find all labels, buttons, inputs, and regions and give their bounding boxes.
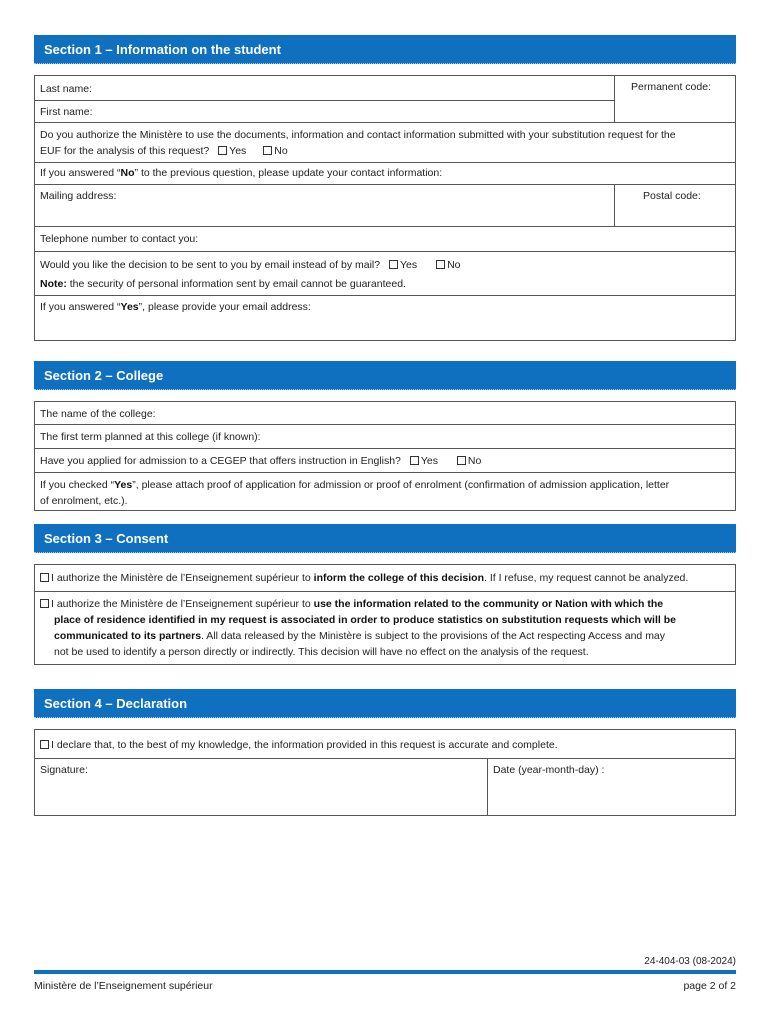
last-name-label: Last name: (40, 83, 92, 95)
cegep-no-label: No (467, 455, 482, 467)
permanent-code-label: Permanent code: (631, 81, 711, 93)
cegep-yes-checkbox[interactable] (410, 456, 419, 465)
postal-code-label: Postal code: (643, 190, 701, 202)
last-name-field[interactable] (115, 78, 605, 98)
email-yes-label: Yes (400, 259, 418, 271)
proof-instruction: If you checked “Yes”, please attach proof of application for admission or proof of enrolment (confirmation of admission application, letter of enrolment, etc.). (40, 479, 670, 507)
if-no-instruction: If you answered “No” to the previous question, please update your contact information: (40, 167, 443, 179)
signature-label: Signature: (40, 764, 88, 776)
email-note: Note: the security of personal information sent by email cannot be guaranteed. (40, 278, 406, 290)
email-no-checkbox[interactable] (436, 260, 445, 269)
consent-college-checkbox[interactable] (40, 573, 49, 582)
section1-box (34, 75, 736, 341)
authorize-yes-checkbox[interactable] (218, 146, 227, 155)
college-name-field[interactable] (165, 404, 730, 422)
ministry-name: Ministère de l’Enseignement supérieur (34, 980, 213, 992)
college-name-label: The name of the college: (40, 408, 156, 420)
page-number: page 2 of 2 (683, 980, 736, 992)
section2-header (34, 361, 736, 390)
date-field[interactable] (493, 778, 728, 812)
section4-header (34, 689, 736, 718)
permanent-code-field[interactable] (620, 96, 730, 120)
section3-title: Section 3 – Consent (44, 531, 169, 546)
consent-statistics-checkbox[interactable] (40, 599, 49, 608)
authorize-no-checkbox[interactable] (263, 146, 272, 155)
footer-rule (34, 970, 736, 974)
mailing-address-field[interactable] (40, 204, 610, 224)
date-label: Date (year-month-day) : (493, 764, 605, 776)
section2-title: Section 2 – College (44, 368, 164, 383)
cegep-question: Have you applied for admission to a CEGEP that offers instruction in English? Yes No (40, 455, 482, 467)
first-term-label: The first term planned at this college (if known): (40, 431, 261, 443)
authorize-question-line1: Do you authorize the Ministère to use the documents, information and contact information submitted with your substitution request for the (40, 129, 676, 141)
telephone-field[interactable] (215, 228, 725, 248)
authorize-no-label: No (274, 145, 288, 157)
form-code: 24-404-03 (08-2024) (644, 956, 736, 967)
section3-box (34, 564, 736, 665)
section3-header (34, 524, 736, 553)
cegep-yes-label: Yes (420, 455, 438, 467)
telephone-label: Telephone number to contact you: (40, 233, 199, 245)
first-term-field[interactable] (285, 426, 730, 446)
section4-title: Section 4 – Declaration (44, 696, 188, 711)
first-name-field[interactable] (115, 102, 605, 121)
signature-field[interactable] (40, 778, 480, 812)
email-address-label: If you answered “Yes”, please provide your email address: (40, 301, 311, 313)
email-address-field[interactable] (40, 316, 730, 338)
section4-box (34, 729, 736, 816)
postal-code-field[interactable] (620, 204, 730, 224)
first-name-label: First name: (40, 106, 93, 118)
email-no-label: No (447, 259, 461, 271)
consent-college: I authorize the Ministère de l’Enseignement supérieur to inform the college of this decision. If I refuse, my request cannot be analyzed. (40, 572, 688, 584)
email-question: Would you like the decision to be sent to you by email instead of by mail? Yes No (40, 259, 461, 271)
consent-statistics: I authorize the Ministère de l’Enseignement supérieur to use the information related to the community or Nation with which the place of residence identified in my request is associated in order to produce statistics on substitution requests which will be communicated to its partners. All data released by the Ministère is subject to the provisions of the Act respecting Access and may not be used to identify a person directly or indirectly. This decision will have no effect on the analysis of the request. (40, 596, 727, 660)
email-yes-checkbox[interactable] (389, 260, 398, 269)
section1-header (34, 35, 736, 64)
declaration-checkbox[interactable] (40, 740, 49, 749)
mailing-address-label: Mailing address: (40, 190, 117, 202)
declaration: I declare that, to the best of my knowledge, the information provided in this request is accurate and complete. (40, 739, 558, 751)
authorize-question-line2: EUF for the analysis of this request? (40, 145, 210, 157)
authorize-yes-label: Yes (229, 145, 247, 157)
section2-box (34, 401, 736, 511)
section1-title: Section 1 – Information on the student (44, 42, 281, 57)
cegep-no-checkbox[interactable] (457, 456, 466, 465)
